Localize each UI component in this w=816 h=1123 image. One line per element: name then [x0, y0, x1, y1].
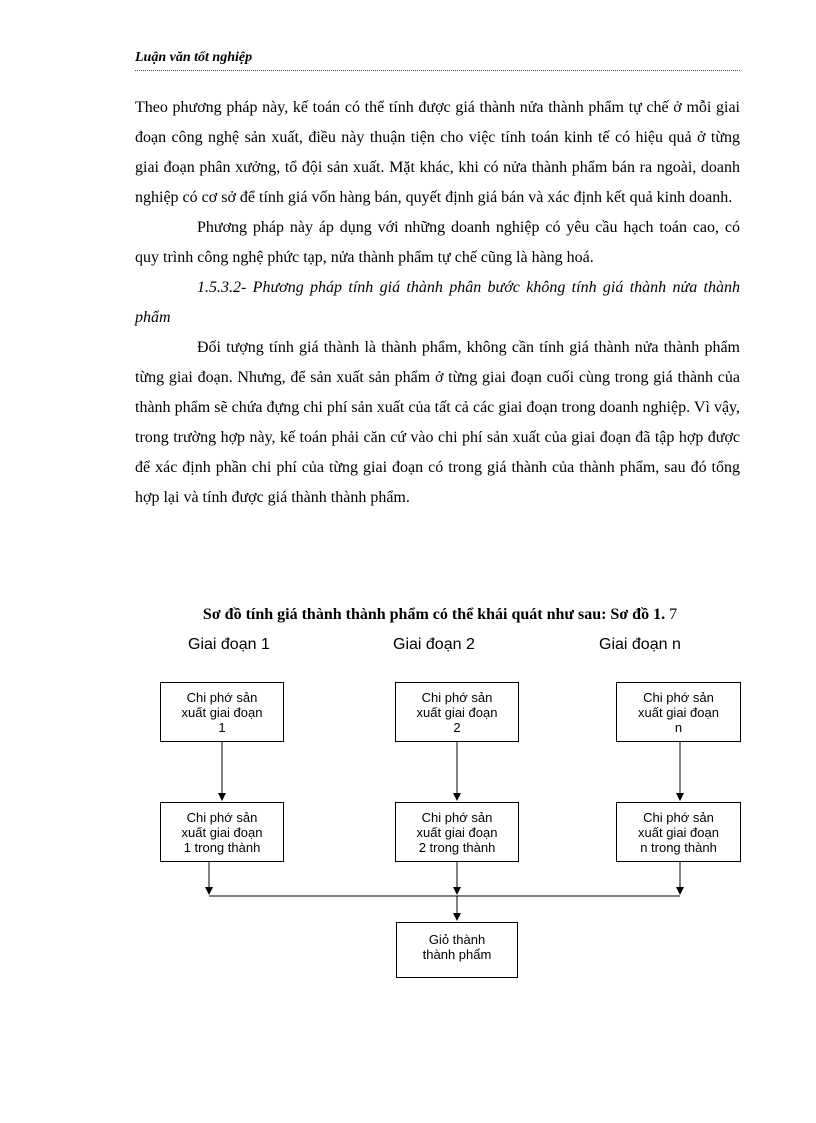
- finished-product-cost-box: Giỏ thành thành phẩm: [396, 922, 518, 978]
- stage-label-1: Giai đoạn 1: [188, 636, 270, 653]
- stage-2-in-product-box: Chi phớ sản xuất giai đoạn 2 trong thành: [395, 802, 519, 862]
- paragraph-2: Phương pháp này áp dụng với những doanh nghiệp có yêu cầu hạch toán cao, có quy trình công nghệ phức tạp, nửa thành phẩm tự chế cũng là hàng hoá.: [135, 219, 740, 266]
- paragraph-1: Theo phương pháp này, kế toán có thể tính được giá thành nửa thành phẩm tự chế ở mỗi giai đoạn công nghệ sản xuất, điều này thuận tiện cho việc tính toán kinh tế có hiệu quả ở từng giai đoạn phân xưởng, tổ đội sản xuất. Mặt khác, khi có nửa thành phẩm bán ra ngoài, doanh nghiệp có cơ sở để tính giá vốn hàng bán, quyết định giá bán và xác định kết quả kinh doanh.: [135, 99, 740, 206]
- stage-2-cost-box: Chi phớ sản xuất giai đoạn 2: [395, 682, 519, 742]
- stage-1-cost-box: Chi phớ sản xuất giai đoạn 1: [160, 682, 284, 742]
- stage-n-in-product-box: Chi phớ sản xuất giai đoạn n trong thành: [616, 802, 741, 862]
- stage-label-n: Giai đoạn n: [599, 636, 681, 653]
- paragraph-3: Đối tượng tính giá thành là thành phẩm, không cần tính giá thành nửa thành phẩm từng giai đoạn. Nhưng, để sản xuất sản phẩm ở từng giai đoạn cuối cùng trong giá thành của thành phẩm sẽ chứa đựng chi phí sản xuất của tất cả các giai đoạn trong doanh nghiệp. Vì vậy, trong trường hợp này, kế toán phải căn cứ vào chi phí sản xuất của giai đoạn đã tập hợp được để xác định phần chi phí của từng giai đoạn có trong giá thành của thành phẩm, sau đó tổng hợp lại và tính được giá thành thành phẩm.: [135, 339, 740, 506]
- diagram-title-text: Sơ đồ tính giá thành thành phẩm có thể khái quát như sau: Sơ đồ 1.: [202, 606, 666, 623]
- diagram-title-number: 7: [669, 606, 678, 623]
- header-title: Luận văn tốt nghiệp: [135, 50, 253, 65]
- stage-n-cost-box: Chi phớ sản xuất giai đoạn n: [616, 682, 741, 742]
- section-heading: 1.5.3.2- Phương pháp tính giá thành phân bước không tính giá thành nửa thành phẩm: [135, 279, 740, 326]
- stage-1-in-product-box: Chi phớ sản xuất giai đoạn 1 trong thành: [160, 802, 284, 862]
- stage-label-2: Giai đoạn 2: [393, 636, 475, 653]
